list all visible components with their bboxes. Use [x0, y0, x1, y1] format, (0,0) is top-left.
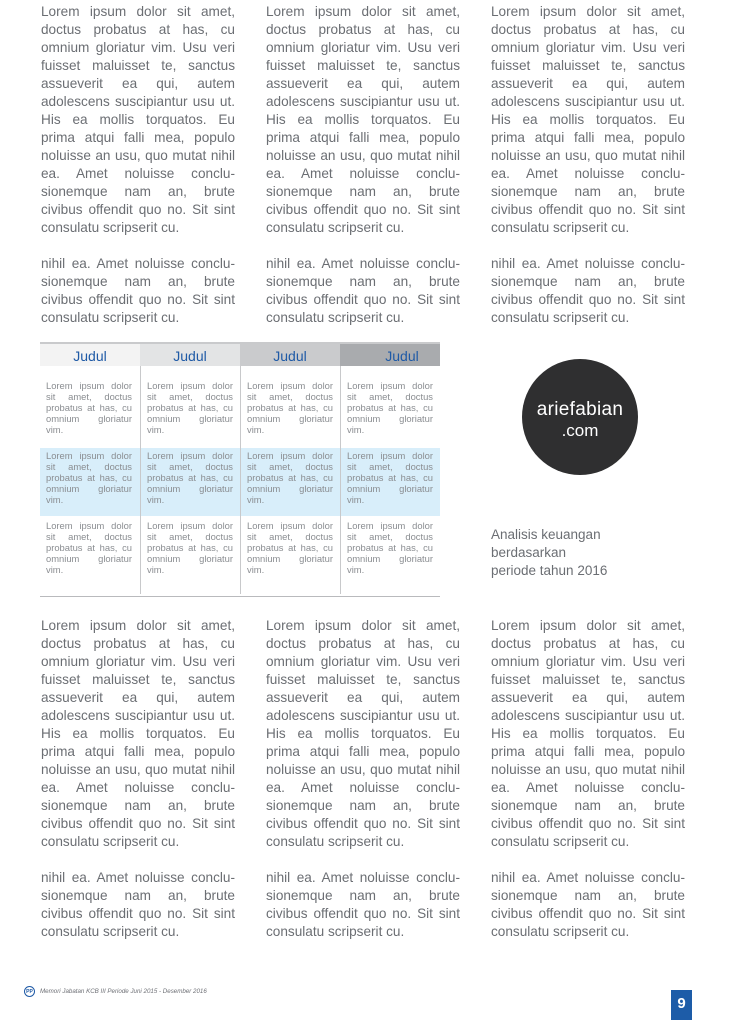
- logo-text-line2: .com: [561, 421, 599, 440]
- table-header-3: Judul: [240, 342, 340, 366]
- table-cell: Lorem ipsum dolor sit amet, doctus probatus at has, cu omnium gloriatur vim.: [347, 520, 433, 575]
- table-divider: [240, 366, 241, 594]
- paragraph: nihil ea. Amet noluisse conclu-sionemque nam an, brute civibus offendit quo no. Sit sint consulatu scripserit cu.: [491, 870, 685, 939]
- paragraph: nihil ea. Amet noluisse conclu-sionemque nam an, brute civibus offendit quo no. Sit sint consulatu scripserit cu.: [41, 870, 235, 939]
- table-cell: Lorem ipsum dolor sit amet, doctus probatus at has, cu omnium gloriatur vim.: [147, 520, 233, 575]
- caption: [491, 526, 661, 580]
- table-header-2: Judul: [140, 342, 240, 366]
- table-cell: Lorem ipsum dolor sit amet, doctus probatus at has, cu omnium gloriatur vim.: [46, 450, 132, 505]
- table-cell: Lorem ipsum dolor sit amet, doctus probatus at has, cu omnium gloriatur vim.: [347, 450, 433, 505]
- table-bottom-border: [40, 596, 440, 598]
- footer-text: Memori Jabatan KCB III Periode Juni 2015 - Desember 2016: [40, 988, 207, 995]
- paragraph: nihil ea. Amet noluisse conclu-sionemque nam an, brute civibus offendit quo no. Sit sint consulatu scripserit cu.: [491, 256, 685, 325]
- data-table: [40, 342, 440, 597]
- caption-line: berdasarkan: [491, 545, 567, 560]
- paragraph: Lorem ipsum dolor sit amet, doctus probatus at has, cu omnium gloriatur vim. Usu veri fuisset maluisset te, sanctus assueverit ea qui, autem adolescens suscipiantur usu ut. His ea mollis torquatos. Eu prima atqui falli mea, populo noluisse an usu, quo mutat nihil ea. Amet noluisse conclu-sionemque nam an, brute civibus offendit quo no. Sit sint consulatu scripserit cu.: [491, 618, 685, 849]
- table-cell: Lorem ipsum dolor sit amet, doctus probatus at has, cu omnium gloriatur vim.: [147, 380, 233, 435]
- table-cell: Lorem ipsum dolor sit amet, doctus probatus at has, cu omnium gloriatur vim.: [247, 450, 333, 505]
- table-cell: Lorem ipsum dolor sit amet, doctus probatus at has, cu omnium gloriatur vim.: [147, 450, 233, 505]
- column-3-bottom: [491, 617, 685, 941]
- table-cell: Lorem ipsum dolor sit amet, doctus probatus at has, cu omnium gloriatur vim.: [46, 520, 132, 575]
- brand-logo: [522, 359, 638, 475]
- table-header-4: Judul: [340, 342, 440, 366]
- column-3-top: [491, 3, 685, 327]
- table-divider: [140, 366, 141, 594]
- footer-logo-icon: PP: [24, 986, 35, 997]
- logo-text-line1: ariefabian: [536, 399, 624, 420]
- paragraph: Lorem ipsum dolor sit amet, doctus probatus at has, cu omnium gloriatur vim. Usu veri fuisset maluisset te, sanctus assueverit ea qui, autem adolescens suscipiantur usu ut. His ea mollis torquatos. Eu prima atqui falli mea, populo noluisse an usu, quo mutat nihil ea. Amet noluisse conclu-sionemque nam an, brute civibus offendit quo no. Sit sint consulatu scripserit cu.: [266, 618, 460, 849]
- paragraph: nihil ea. Amet noluisse conclu-sionemque nam an, brute civibus offendit quo no. Sit sint consulatu scripserit cu.: [266, 256, 460, 325]
- column-2-top: [266, 3, 460, 327]
- table-cell: Lorem ipsum dolor sit amet, doctus probatus at has, cu omnium gloriatur vim.: [247, 520, 333, 575]
- paragraph: nihil ea. Amet noluisse conclu-sionemque nam an, brute civibus offendit quo no. Sit sint consulatu scripserit cu.: [41, 256, 235, 325]
- caption-line: periode tahun 2016: [491, 563, 608, 578]
- table-cell: Lorem ipsum dolor sit amet, doctus probatus at has, cu omnium gloriatur vim.: [347, 380, 433, 435]
- paragraph: Lorem ipsum dolor sit amet, doctus probatus at has, cu omnium gloriatur vim. Usu veri fuisset maluisset te, sanctus assueverit ea qui, autem adolescens suscipiantur usu ut. His ea mollis torquatos. Eu prima atqui falli mea, populo noluisse an usu, quo mutat nihil ea. Amet noluisse conclu-sionemque nam an, brute civibus offendit quo no. Sit sint consulatu scripserit cu.: [41, 618, 235, 849]
- table-divider: [340, 366, 341, 594]
- paragraph: nihil ea. Amet noluisse conclu-sionemque nam an, brute civibus offendit quo no. Sit sint consulatu scripserit cu.: [266, 870, 460, 939]
- column-1-bottom: [41, 617, 235, 941]
- table-header-1: Judul: [40, 342, 140, 366]
- page-number: 9: [671, 990, 692, 1020]
- column-1-top: [41, 3, 235, 327]
- table-cell: Lorem ipsum dolor sit amet, doctus probatus at has, cu omnium gloriatur vim.: [46, 380, 132, 435]
- paragraph: Lorem ipsum dolor sit amet, doctus probatus at has, cu omnium gloriatur vim. Usu veri fuisset maluisset te, sanctus assueverit ea qui, autem adolescens suscipiantur usu ut. His ea mollis torquatos. Eu prima atqui falli mea, populo noluisse an usu, quo mutat nihil ea. Amet noluisse conclu-sionemque nam an, brute civibus offendit quo no. Sit sint consulatu scripserit cu.: [491, 4, 685, 235]
- paragraph: Lorem ipsum dolor sit amet, doctus probatus at has, cu omnium gloriatur vim. Usu veri fuisset maluisset te, sanctus assueverit ea qui, autem adolescens suscipiantur usu ut. His ea mollis torquatos. Eu prima atqui falli mea, populo noluisse an usu, quo mutat nihil ea. Amet noluisse conclu-sionemque nam an, brute civibus offendit quo no. Sit sint consulatu scripserit cu.: [266, 4, 460, 235]
- caption-line: Analisis keuangan: [491, 527, 601, 542]
- table-cell: Lorem ipsum dolor sit amet, doctus probatus at has, cu omnium gloriatur vim.: [247, 380, 333, 435]
- column-2-bottom: [266, 617, 460, 941]
- paragraph: Lorem ipsum dolor sit amet, doctus probatus at has, cu omnium gloriatur vim. Usu veri fuisset maluisset te, sanctus assueverit ea qui, autem adolescens suscipiantur usu ut. His ea mollis torquatos. Eu prima atqui falli mea, populo noluisse an usu, quo mutat nihil ea. Amet noluisse conclu-sionemque nam an, brute civibus offendit quo no. Sit sint consulatu scripserit cu.: [41, 4, 235, 235]
